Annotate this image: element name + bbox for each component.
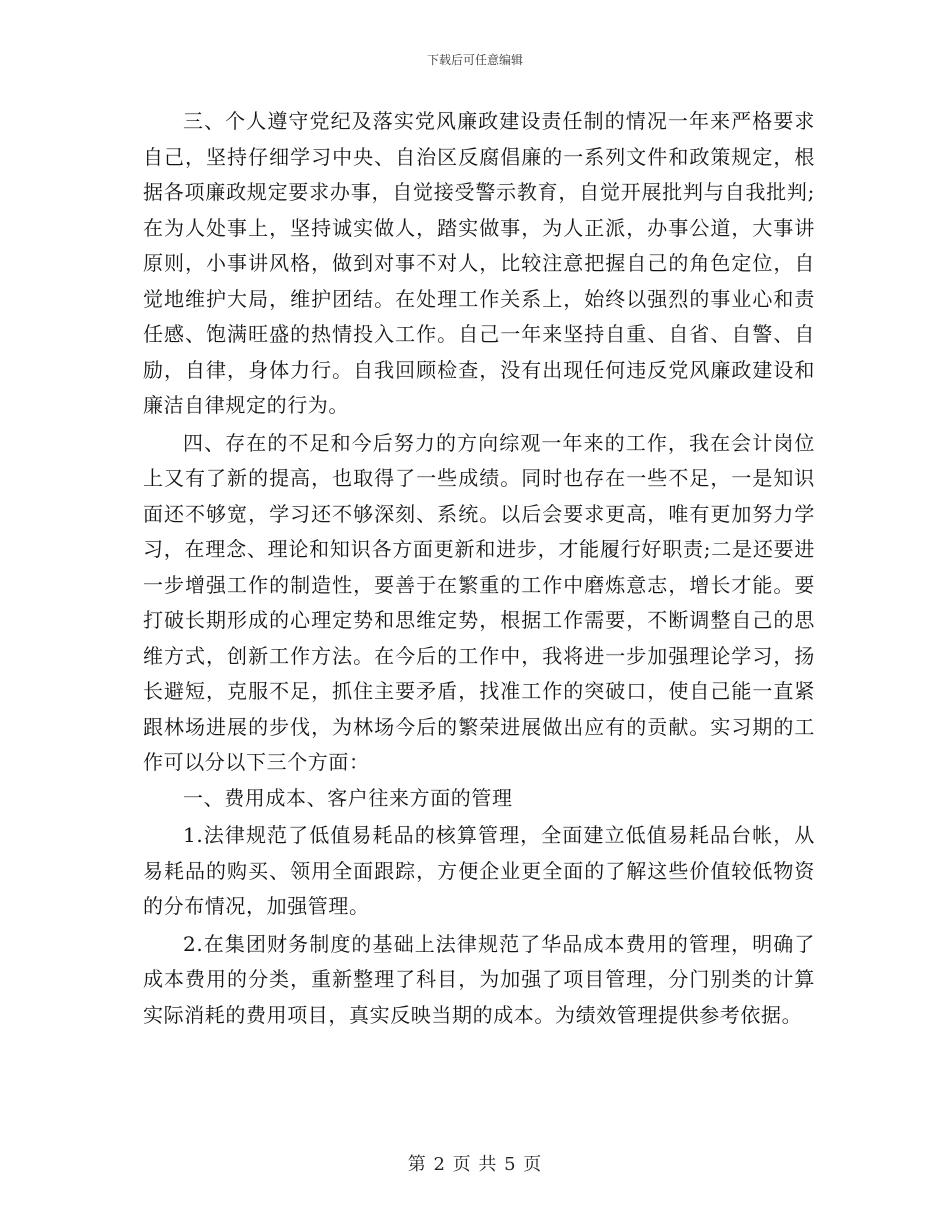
paragraph-item-1: 1.法律规范了低值易耗品的核算管理，全面建立低值易耗品台帐，从易耗品的购买、领用全面跟踪，方便企业更全面的了解这些价值较低物资的分布情况，加强管理。	[143, 823, 815, 918]
document-body	[143, 104, 815, 1033]
paragraph-discipline: 三、个人遵守党纪及落实党风廉政建设责任制的情况一年来严格要求自己，坚持仔细学习中央、自治区反腐倡廉的一系列文件和政策规定，根据各项廉政规定要求办事，自觉接受警示教育，自觉开展批判与自我批判;在为人处事上，坚持诚实做人，踏实做事，为人正派，办事公道，大事讲原则，小事讲风格，做到对事不对人，比较注意把握自己的角色定位，自觉地维护大局，维护团结。在处理工作关系上，始终以强烈的事业心和责任感、饱满旺盛的热情投入工作。自己一年来坚持自重、自省、自警、自励，自律，身体力行。自我回顾检查，没有出现任何违反党风廉政建设和廉洁自律规定的行为。	[143, 109, 815, 417]
paragraph-item-2: 2.在集团财务制度的基础上法律规范了华品成本费用的管理，明确了成本费用的分类，重新整理了科目，为加强了项目管理，分门别类的计算实际消耗的费用项目，真实反映当期的成本。为绩效管理提供参考依据。	[143, 931, 815, 1027]
section-heading-cost-management: 一、费用成本、客户往来方面的管理	[183, 785, 513, 810]
page-header: 下载后可任意编辑	[426, 53, 523, 67]
paragraph-shortcomings: 四、存在的不足和今后努力的方向综观一年来的工作，我在会计岗位上又有了新的提高，也取得了一些成绩。同时也存在一些不足，一是知识面还不够宽，学习还不够深刻、系统。以后会要求更高，唯有更加努力学习，在理念、理论和知识各方面更新和进步，才能履行好职责;二是还要进一步增强工作的制造性，要善于在繁重的工作中磨炼意志，增长才能。要打破长期形成的心理定势和思维定势，根据工作需要，不断调整自己的思维方式，创新工作方法。在今后的工作中，我将进一步加强理论学习，扬长避短，克服不足，抓住主要矛盾，找准工作的突破口，使自己能一直紧跟林场进展的步伐，为林场今后的繁荣进展做出应有的贡献。实习期的工作可以分以下三个方面：	[143, 430, 815, 774]
page-number-footer: 第 2 页 共 5 页	[407, 1154, 543, 1175]
